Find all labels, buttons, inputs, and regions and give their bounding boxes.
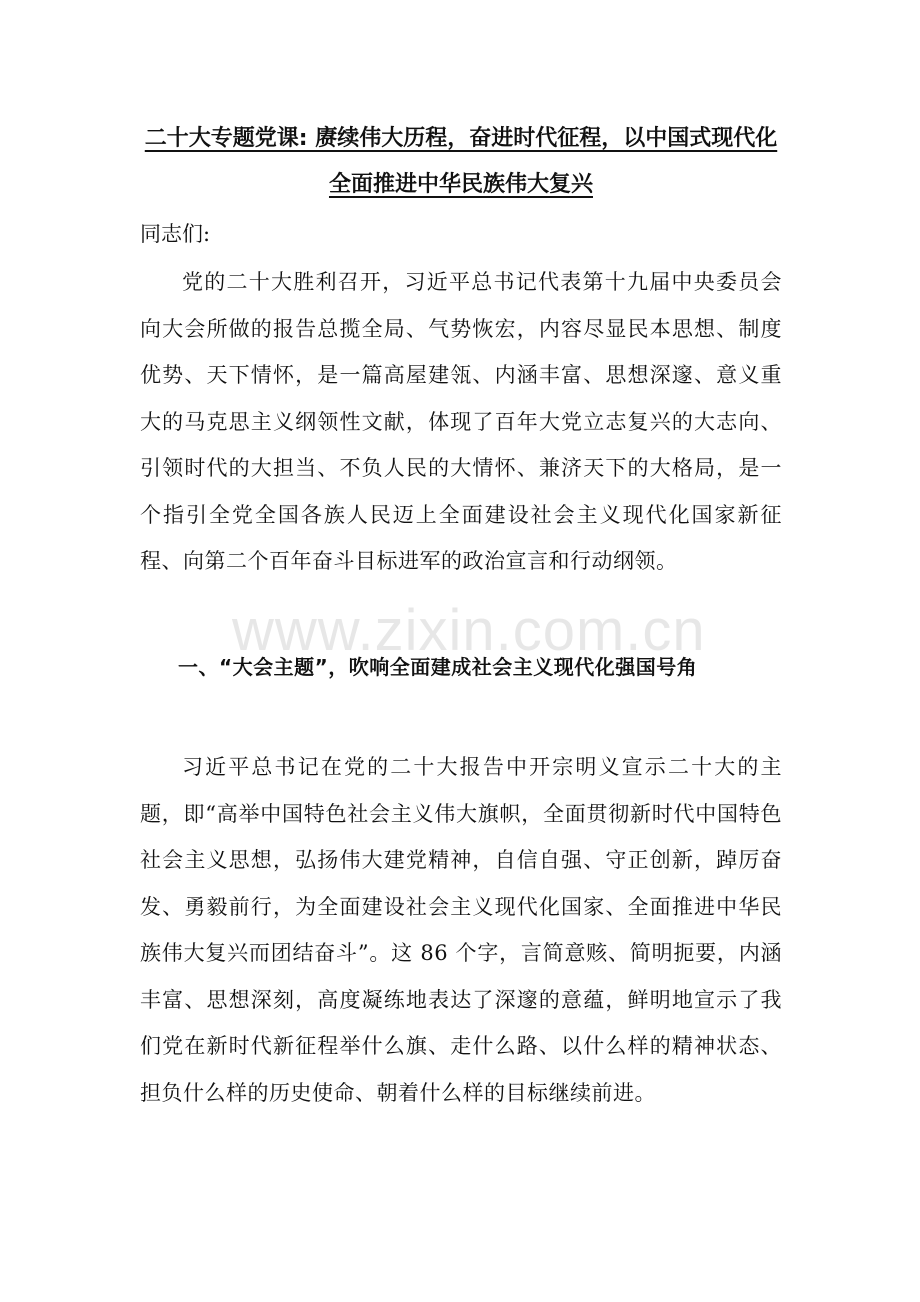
document-title-text: 二十大专题党课: 赓续伟大历程，奋进时代征程，以中国式现代化全面推进中华民族伟大复兴 [144, 126, 778, 197]
document-title [138, 116, 784, 208]
paragraph-intro: 党的二十大胜利召开，习近平总书记代表第十九届中央委员会向大会所做的报告总揽全局、气势恢宏，内容尽显民本思想、制度优势、天下情怀，是一篇高屋建瓴、内涵丰富、思想深邃、意义重大的马克思主义纲领性文献，体现了百年大党立志复兴的大志向、引领时代的大担当、不负人民的大情怀、兼济天下的大格局，是一个指引全党全国各族人民迈上全面建设社会主义现代化国家新征程、向第二个百年奋斗目标进军的政治宣言和行动纲领。 [140, 270, 782, 573]
watermark: www.zixin.com.cn [232, 598, 706, 663]
section-heading-1: 一、“大会主题”，吹响全面建成社会主义现代化强国号角 [178, 655, 698, 679]
salutation: 同志们: [140, 222, 211, 246]
paragraph-theme: 习近平总书记在党的二十大报告中开宗明义宣示二十大的主题，即“高举中国特色社会主义伟大旗帜，全面贯彻新时代中国特色社会主义思想，弘扬伟大建党精神，自信自强、守正创新，踔厉奋发、勇毅前行，为全面建设社会主义现代化国家、全面推进中华民族伟大复兴而团结奋斗”。这 86 个字，言简意赅、简明扼要，内涵丰富、思想深刻，高度凝练地表达了深邃的意蕴，鲜明地宣示了我们党在新时代新征程举什么旗、走什么路、以什么样的精神状态、担负什么样的历史使命、朝着什么样的目标继续前进。 [140, 755, 782, 1105]
